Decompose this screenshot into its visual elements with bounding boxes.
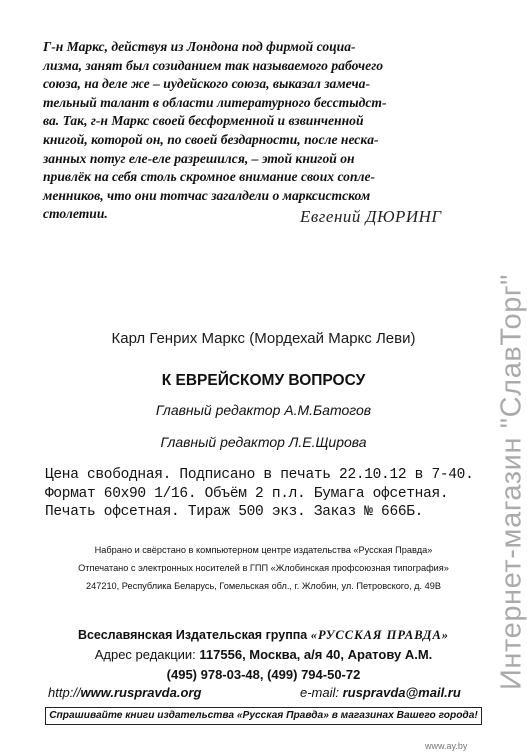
imprint-line: Формат 60х90 1/16. Объём 2 п.л. Бумага офсетная.: [45, 485, 449, 502]
website-host: www.ruspravda.org: [80, 685, 202, 700]
chief-editor-1: Главный редактор А.М.Батогов: [155, 402, 372, 418]
chief-editor-2: Главный редактор Л.Е.Щирова: [160, 434, 367, 450]
book-author: Карл Генрих Маркс (Мордехай Маркс Леви): [111, 330, 416, 347]
epigraph-line: занных потуг еле-еле разрешился, – этой книгой он: [43, 150, 355, 166]
address-value: 117556, Москва, а/я 40, Аратову А.М.: [199, 647, 433, 662]
website-link[interactable]: [48, 685, 201, 700]
epigraph-line: тельный талант в области литературного бесстыдст-: [43, 94, 387, 110]
epigraph-line: лизма, занят был созиданием так называемого рабочего: [43, 57, 384, 73]
phone-numbers: (495) 978-03-48, (499) 794-50-72: [166, 667, 361, 682]
email-label: e-mail:: [300, 685, 343, 700]
epigraph-signature: Евгений ДЮРИНГ: [300, 207, 442, 226]
epigraph-line: столетии.: [43, 206, 108, 222]
address-label: Адрес редакции:: [94, 647, 200, 662]
epigraph-quote: [43, 38, 481, 224]
epigraph-line: ва. Так, г-н Маркс своей бесформенной и взвинченной: [43, 113, 364, 129]
printing-house-note: Отпечатано с электронных носителей в ГПП «Жлобинская профсоюзная типография»: [78, 563, 449, 573]
website-prefix: http://: [48, 685, 81, 700]
email-link[interactable]: [300, 685, 461, 700]
book-title: К ЕВРЕЙСКОМУ ВОПРОСУ: [161, 372, 366, 389]
imprint-block: [45, 466, 482, 522]
epigraph-line: книгой, которой он, по своей бездарности, после нескa-: [43, 131, 379, 147]
epigraph-line: Г-н Маркс, действуя из Лондона под фирмой социа-: [43, 39, 356, 54]
imprint-line: Печать офсетная. Тираж 500 экз. Заказ № 666Б.: [45, 504, 424, 520]
site-watermark: www.ay.by: [425, 741, 468, 751]
publisher-line: [45, 628, 482, 643]
publisher-group: Всеславянская Издательская группа: [77, 628, 311, 642]
email-address: ruspravda@mail.ru: [342, 685, 461, 700]
publisher-brand: «РУССКАЯ ПРАВДА»: [310, 628, 450, 642]
printing-house-address: 247210, Республика Беларусь, Гомельская обл., г. Жлобин, ул. Петровского, д. 49В: [86, 581, 441, 591]
typesetting-note: Набрано и свёрстано в компьютерном центре издательства «Русская Правда»: [94, 545, 433, 555]
editorial-address: [45, 647, 482, 662]
epigraph-line: союза, на деле же – иудейского союза, выказал замеча-: [43, 76, 370, 92]
imprint-line: Цена свободная. Подписано в печать 22.10.12 в 7-40.: [45, 467, 474, 483]
epigraph-line: менников, что они тотчас загалдели о марксистском: [43, 187, 371, 203]
bookstore-banner: Спрашивайте книги издательства «Русская Правда» в магазинах Вашего города!: [45, 707, 482, 725]
shop-watermark: Интернет-магазин "СлавТорг": [495, 273, 527, 691]
epigraph-line: привлёк на себя столь скромное внимание своих сопле-: [43, 169, 376, 185]
